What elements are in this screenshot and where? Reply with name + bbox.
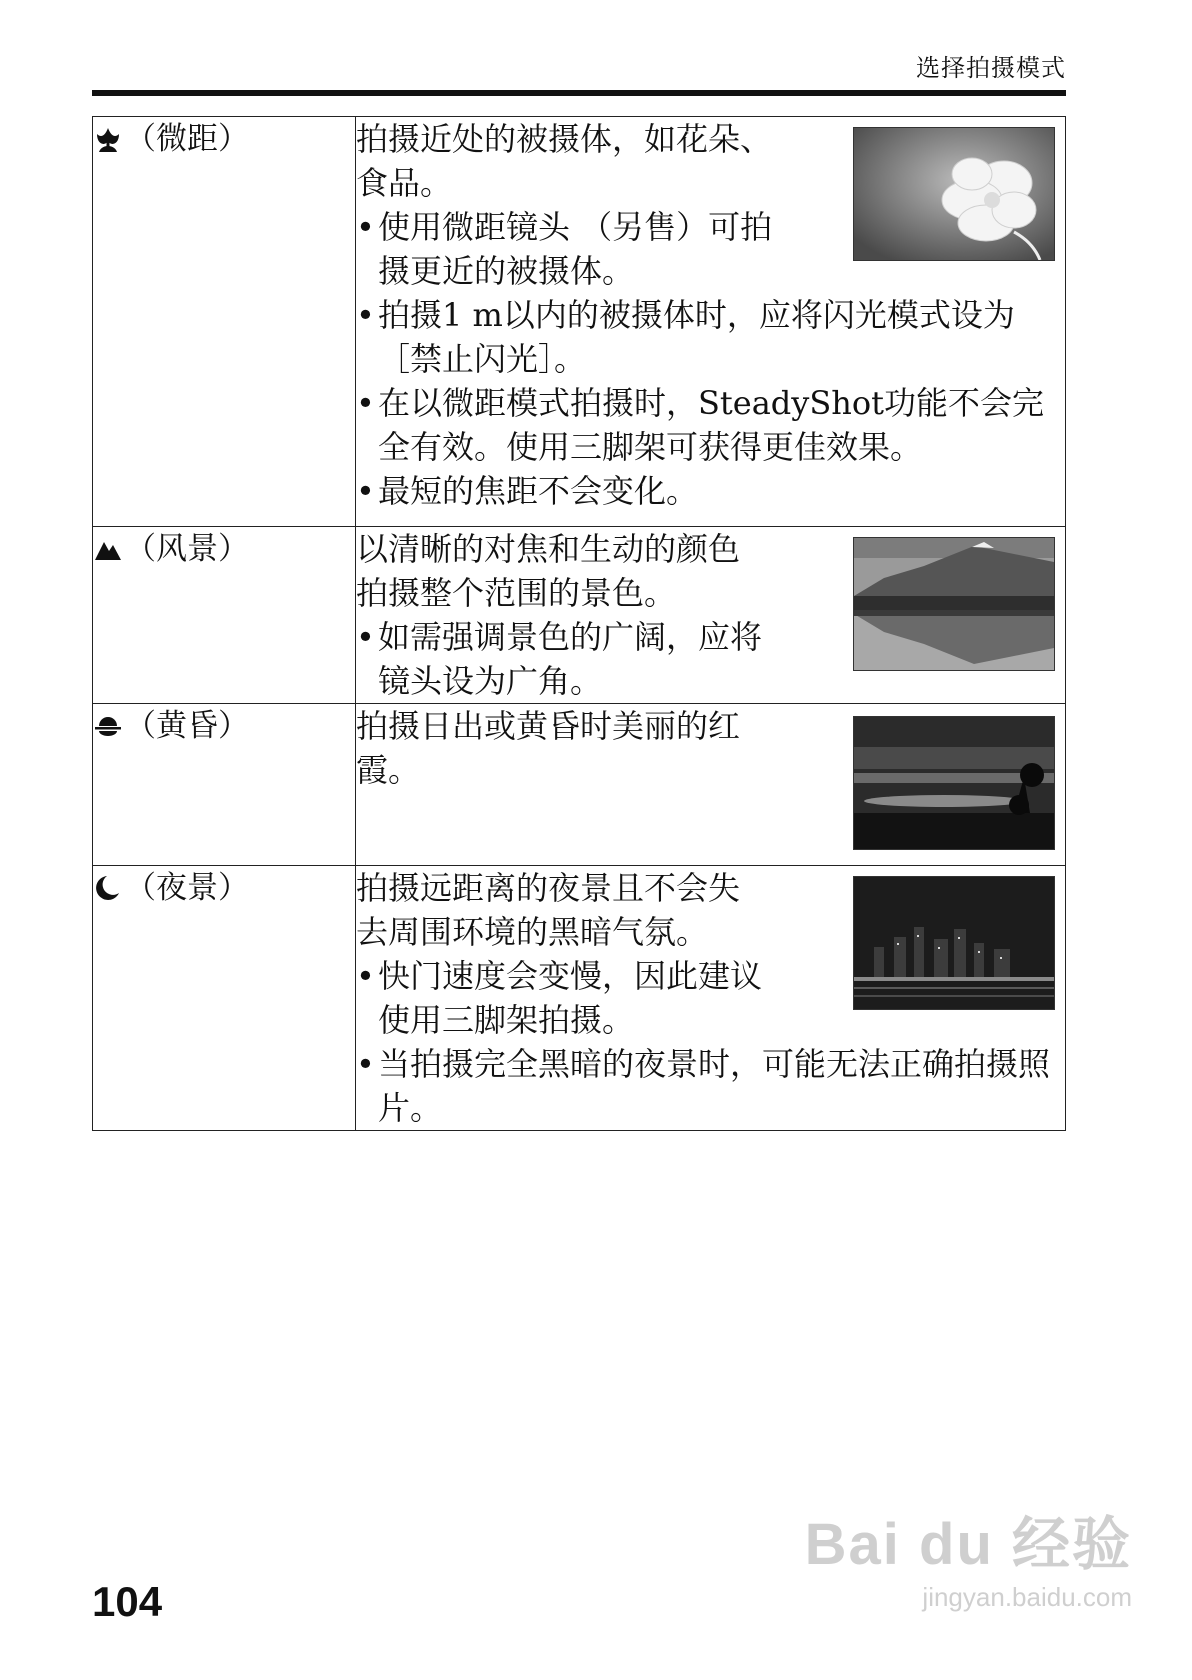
bullet-macro-4: • 最短的焦距不会变化。 bbox=[356, 469, 1065, 513]
macro-flower-icon bbox=[93, 117, 125, 161]
landscape-mountain-icon bbox=[93, 527, 125, 571]
baidu-watermark bbox=[802, 1510, 1132, 1630]
mode-cell-sunset bbox=[93, 704, 356, 866]
watermark-logo: Bai du 经验 bbox=[804, 1512, 1132, 1577]
scene-mode-table bbox=[92, 116, 1066, 1131]
desc-cell-landscape bbox=[356, 527, 1066, 704]
bullet-night-2: • 当拍摄完全黑暗的夜景时，可能无法正确拍摄照片。 bbox=[356, 1042, 1065, 1130]
watermark-url: jingyan.baidu.com bbox=[922, 1582, 1132, 1612]
table-row-landscape bbox=[93, 527, 1066, 704]
night-city-photo bbox=[853, 876, 1055, 1010]
mode-label-landscape: （风景） bbox=[125, 531, 249, 567]
bullet-macro-2: • 拍摄1 m以内的被摄体时，应将闪光模式设为 ［禁止闪光］。 bbox=[356, 293, 1065, 381]
lake-mountain-photo bbox=[853, 537, 1055, 671]
description-macro: 拍摄近处的被摄体，如花朵、食品。 bbox=[356, 120, 773, 202]
description-landscape: 以清晰的对焦和生动的颜色拍摄整个范围的景色。 bbox=[356, 530, 741, 612]
mode-cell-macro bbox=[93, 117, 356, 527]
description-night: 拍摄远距离的夜景且不会失去周围环境的黑暗气氛。 bbox=[356, 869, 741, 951]
bullet-macro-3: • 在以微距模式拍摄时，SteadyShot功能不会完全有效。使用三脚架可获得更佳效果。 bbox=[356, 381, 1065, 469]
night-moon-icon bbox=[93, 866, 125, 910]
table-row-macro bbox=[93, 117, 1066, 527]
mode-cell-landscape bbox=[93, 527, 356, 704]
desc-cell-night bbox=[356, 866, 1066, 1131]
section-title: 选择拍摄模式 bbox=[916, 54, 1066, 82]
header-rule bbox=[92, 90, 1066, 96]
page-number: 104 bbox=[92, 1578, 163, 1625]
sunset-icon bbox=[93, 704, 125, 748]
table-row-sunset bbox=[93, 704, 1066, 866]
desc-cell-macro bbox=[356, 117, 1066, 527]
flower-photo bbox=[853, 127, 1055, 261]
description-sunset: 拍摄日出或黄昏时美丽的红霞。 bbox=[356, 707, 741, 789]
bullet-landscape-1: • 如需强调景色的广阔，应将镜头设为广角。 bbox=[356, 615, 778, 703]
sunset-photo bbox=[853, 716, 1055, 850]
mode-cell-night bbox=[93, 866, 356, 1131]
bullet-night-1: • 快门速度会变慢，因此建议使用三脚架拍摄。 bbox=[356, 954, 778, 1042]
mode-label-sunset: （黄昏） bbox=[125, 708, 249, 744]
table-row-night bbox=[93, 866, 1066, 1131]
desc-cell-sunset bbox=[356, 704, 1066, 866]
mode-label-night: （夜景） bbox=[125, 870, 249, 906]
bullet-macro-1: • 使用微距镜头 （另售）可拍摄更近的被摄体。 bbox=[356, 205, 778, 293]
mode-label-macro: （微距） bbox=[125, 121, 249, 157]
